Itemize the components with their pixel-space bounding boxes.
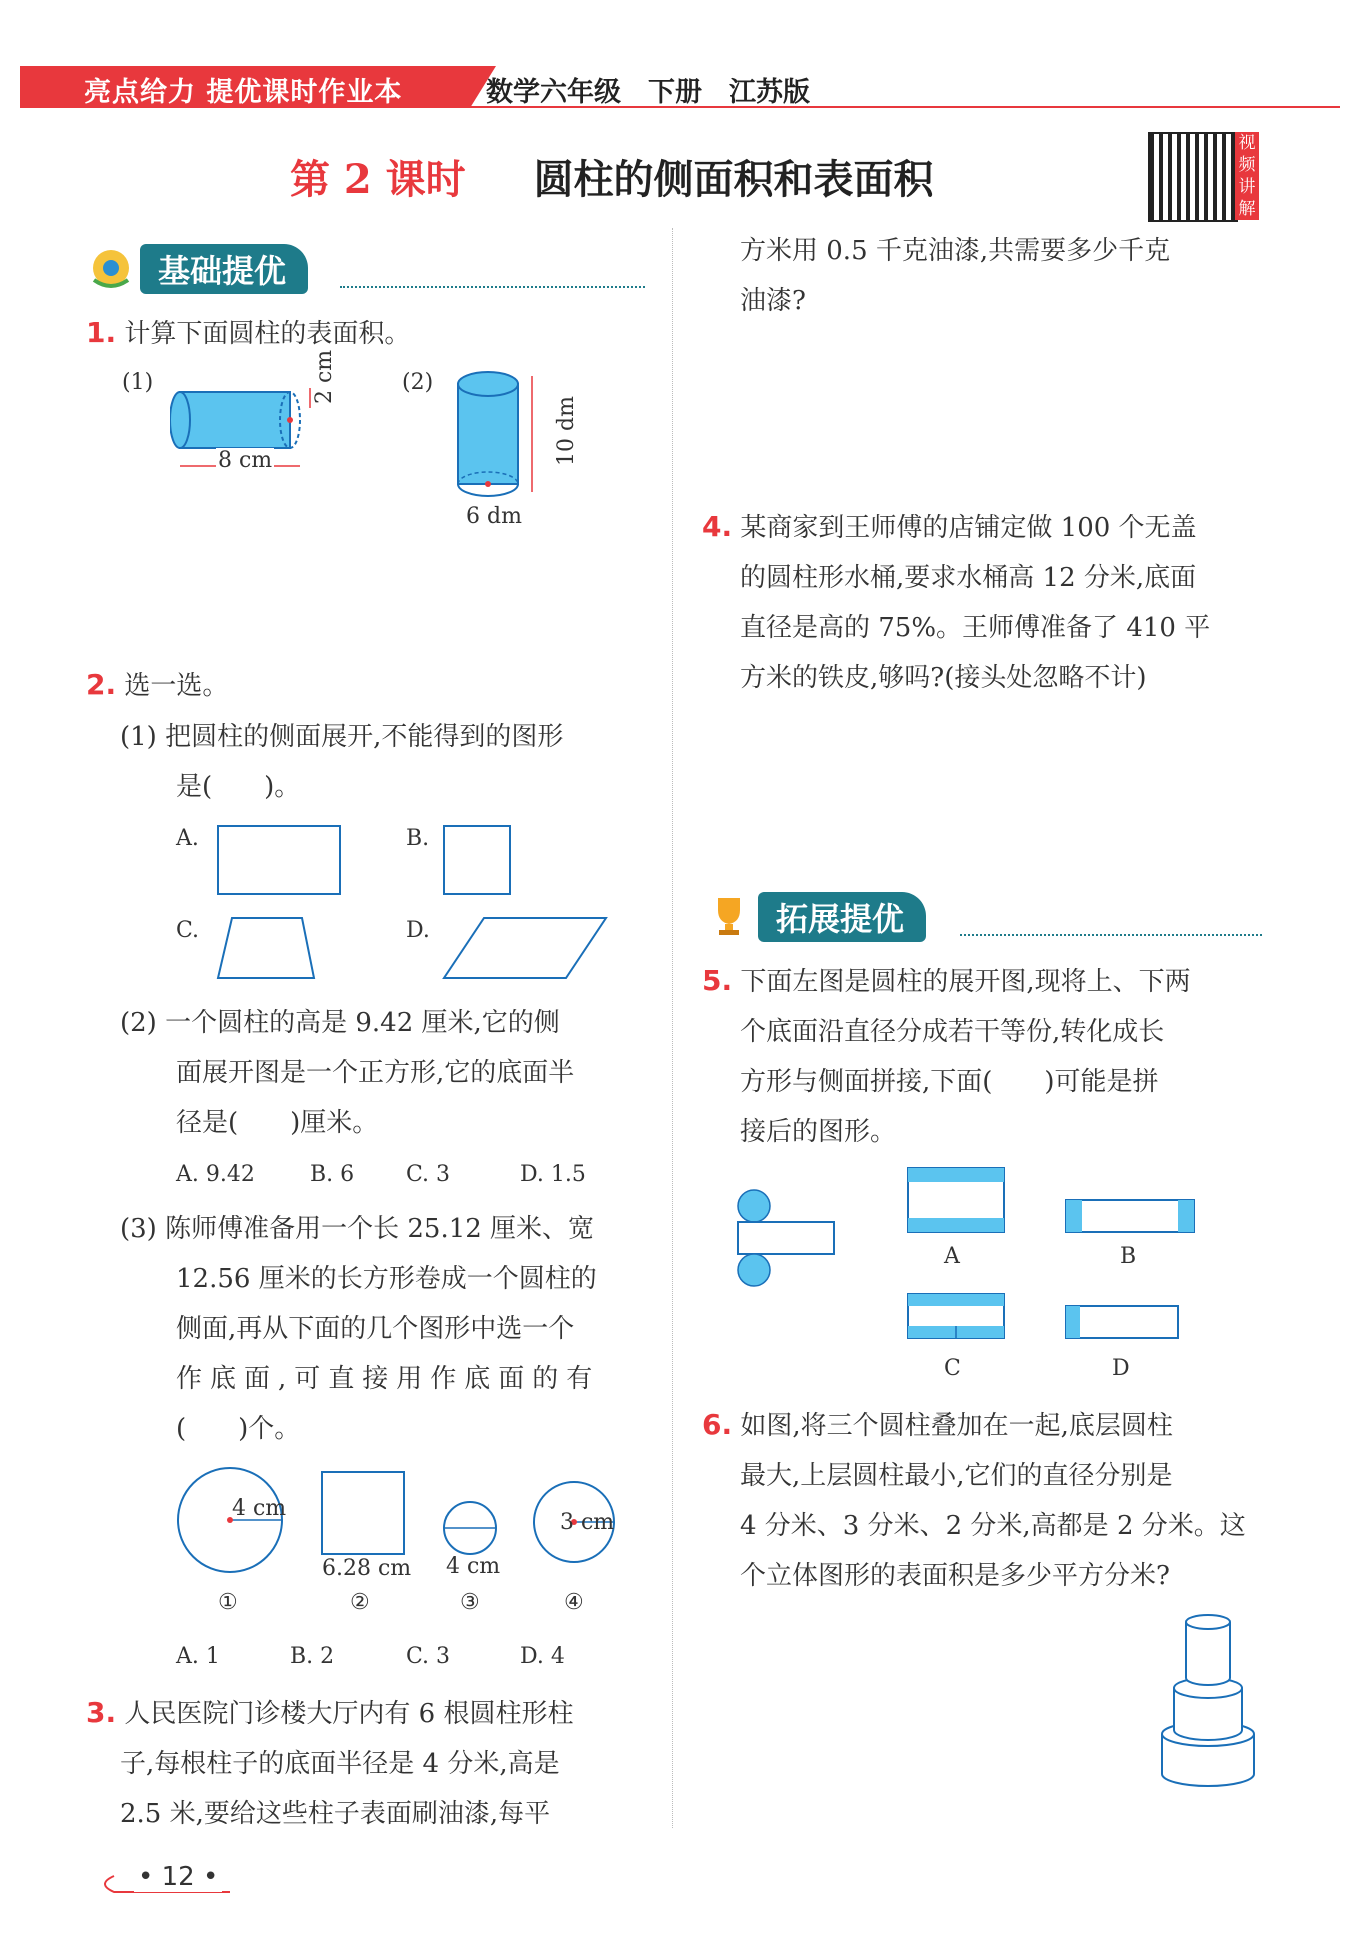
q2-text: 选一选。 xyxy=(124,671,229,701)
qr-code[interactable] xyxy=(1148,132,1238,222)
q4-number: 4. xyxy=(702,510,733,543)
q3-line2: 子,每根柱子的底面半径是 4 分米,高是 xyxy=(120,1749,560,1779)
q2-p3-opt-d[interactable]: D. 4 xyxy=(520,1644,565,1669)
q5-label-a[interactable]: A xyxy=(944,1244,960,1269)
q1-fig1-index: (1) xyxy=(122,370,154,395)
q3-line1: 人民医院门诊楼大厅内有 6 根圆柱形柱 xyxy=(124,1699,574,1729)
q3 xyxy=(86,1688,656,1839)
page-number: • 12 • xyxy=(134,1862,222,1892)
video-tag: 视频讲解 xyxy=(1235,132,1259,220)
lesson-topic: 圆柱的侧面积和表面积 xyxy=(533,156,934,203)
q6-line4: 个立体图形的表面积是多少平方分米? xyxy=(740,1561,1170,1591)
q6-line1: 如图,将三个圆柱叠加在一起,底层圆柱 xyxy=(740,1411,1173,1441)
q2-p3-opt-a[interactable]: A. 1 xyxy=(176,1644,220,1669)
q2-p1-opt-c[interactable]: C. xyxy=(176,918,200,943)
series-title: 亮点给力 提优课时作业本 xyxy=(84,77,403,108)
q6-line2: 最大,上层圆柱最小,它们的直径分别是 xyxy=(740,1461,1173,1491)
q4-line3: 直径是高的 75%。王师傅准备了 410 平 xyxy=(740,613,1211,643)
q2-part3 xyxy=(120,1204,650,1454)
q2-p3-line5: ( )个。 xyxy=(176,1414,301,1444)
q2-p1-line1: (1) 把圆柱的侧面展开,不能得到的图形 xyxy=(120,722,564,752)
q5-line2: 个底面沿直径分成若干等份,转化成长 xyxy=(740,1017,1165,1047)
q5-line4: 接后的图形。 xyxy=(740,1117,897,1147)
q3-continued xyxy=(740,226,1280,326)
q2-p3-mark2: ② xyxy=(350,1590,370,1615)
q2-p1-shapes xyxy=(214,824,614,984)
trophy-icon xyxy=(704,890,754,940)
q2-number: 2. xyxy=(86,668,117,701)
q2-p2-opt-c[interactable]: C. 3 xyxy=(406,1162,451,1187)
q2-p3-line2: 12.56 厘米的长方形卷成一个圆柱的 xyxy=(176,1264,597,1294)
q2-p3-line1: (3) 陈师傅准备用一个长 25.12 厘米、宽 xyxy=(120,1214,595,1244)
q1-number: 1. xyxy=(86,316,117,349)
q5-label-d[interactable]: D xyxy=(1112,1356,1130,1381)
q5-line3: 方形与侧面拼接,下面( )可能是拼 xyxy=(740,1067,1159,1097)
q2-p3-mark4: ④ xyxy=(564,1590,584,1615)
q2-p3-shape3-label: 4 cm xyxy=(446,1554,501,1579)
q2-p3-mark1: ① xyxy=(218,1590,238,1615)
column-divider xyxy=(672,228,673,1828)
q5-label-c[interactable]: C xyxy=(944,1356,961,1381)
section-extend-rule xyxy=(960,934,1262,936)
q6-line3: 4 分米、3 分米、2 分米,高都是 2 分米。这 xyxy=(740,1511,1246,1541)
q3-number: 3. xyxy=(86,1696,117,1729)
q1-fig2-diameter: 6 dm xyxy=(466,504,522,529)
vertical-cylinder-figure xyxy=(452,368,552,508)
q4-line4: 方米的铁皮,够吗?(接头处忽略不计) xyxy=(740,663,1147,693)
q2-p3-mark3: ③ xyxy=(460,1590,480,1615)
q1-fig1-diameter: 2 cm xyxy=(312,349,337,404)
q1 xyxy=(86,308,410,359)
q2-p2-line3: 径是( )厘米。 xyxy=(176,1108,379,1138)
q2-p3-opt-c[interactable]: C. 3 xyxy=(406,1644,451,1669)
q2-p3-shape2-label: 6.28 cm xyxy=(322,1556,412,1581)
section-basic-rule xyxy=(340,286,645,288)
section-extend: 拓展提优 xyxy=(758,892,926,942)
q2-p1-opt-b[interactable]: B. xyxy=(406,826,430,851)
q1-text: 计算下面圆柱的表面积。 xyxy=(124,319,411,349)
q4 xyxy=(702,502,1272,703)
q2-p2-line1: (2) 一个圆柱的高是 9.42 厘米,它的侧 xyxy=(120,1008,560,1038)
q2-p2-opt-d[interactable]: D. 1.5 xyxy=(520,1162,586,1187)
q5-line1: 下面左图是圆柱的展开图,现将上、下两 xyxy=(740,967,1191,997)
q5 xyxy=(702,956,1272,1157)
flower-icon xyxy=(86,242,136,292)
q2-p1-opt-a[interactable]: A. xyxy=(176,826,199,851)
q2-p2-opt-b[interactable]: B. 6 xyxy=(310,1162,355,1187)
q5-label-b[interactable]: B xyxy=(1120,1244,1137,1269)
section-basic: 基础提优 xyxy=(140,244,308,294)
page-title xyxy=(290,148,934,205)
q3-line5: 油漆? xyxy=(740,286,806,316)
q3-line4: 方米用 0.5 千克油漆,共需要多少千克 xyxy=(740,236,1171,266)
q2-p1-line2: 是( )。 xyxy=(176,772,301,802)
q4-line1: 某商家到王师傅的店铺定做 100 个无盖 xyxy=(740,513,1197,543)
q2-p3-shape1-label: 4 cm xyxy=(232,1496,287,1521)
q2 xyxy=(86,660,228,711)
q2-p3-opt-b[interactable]: B. 2 xyxy=(290,1644,335,1669)
q2-p3-line3: 侧面,再从下面的几个图形中选一个 xyxy=(176,1314,575,1344)
q1-fig1-length: 8 cm xyxy=(218,448,273,473)
q2-p3-line4: 作底面,可直接用作底面的有 xyxy=(176,1364,601,1394)
q5-number: 5. xyxy=(702,964,733,997)
q4-line2: 的圆柱形水桶,要求水桶高 12 分米,底面 xyxy=(740,563,1197,593)
q2-part2 xyxy=(120,998,650,1148)
q3-line3: 2.5 米,要给这些柱子表面刷油漆,每平 xyxy=(120,1799,551,1829)
q2-p3-shape4-label: 3 cm xyxy=(560,1510,615,1535)
q1-fig2-height: 10 dm xyxy=(554,396,579,466)
q6 xyxy=(702,1400,1272,1601)
q2-part1 xyxy=(120,712,650,812)
q2-p1-opt-d[interactable]: D. xyxy=(406,918,430,943)
stacked-cylinders-figure xyxy=(1156,1606,1266,1790)
q6-number: 6. xyxy=(702,1408,733,1441)
q2-p2-line2: 面展开图是一个正方形,它的底面半 xyxy=(176,1058,575,1088)
q2-p2-opt-a[interactable]: A. 9.42 xyxy=(176,1162,255,1187)
lesson-number: 第 2 课时 xyxy=(290,156,466,203)
q5-net-figures xyxy=(730,1164,1210,1354)
book-info: 数学六年级 下册 江苏版 xyxy=(486,77,810,108)
q1-fig2-index: (2) xyxy=(402,370,434,395)
